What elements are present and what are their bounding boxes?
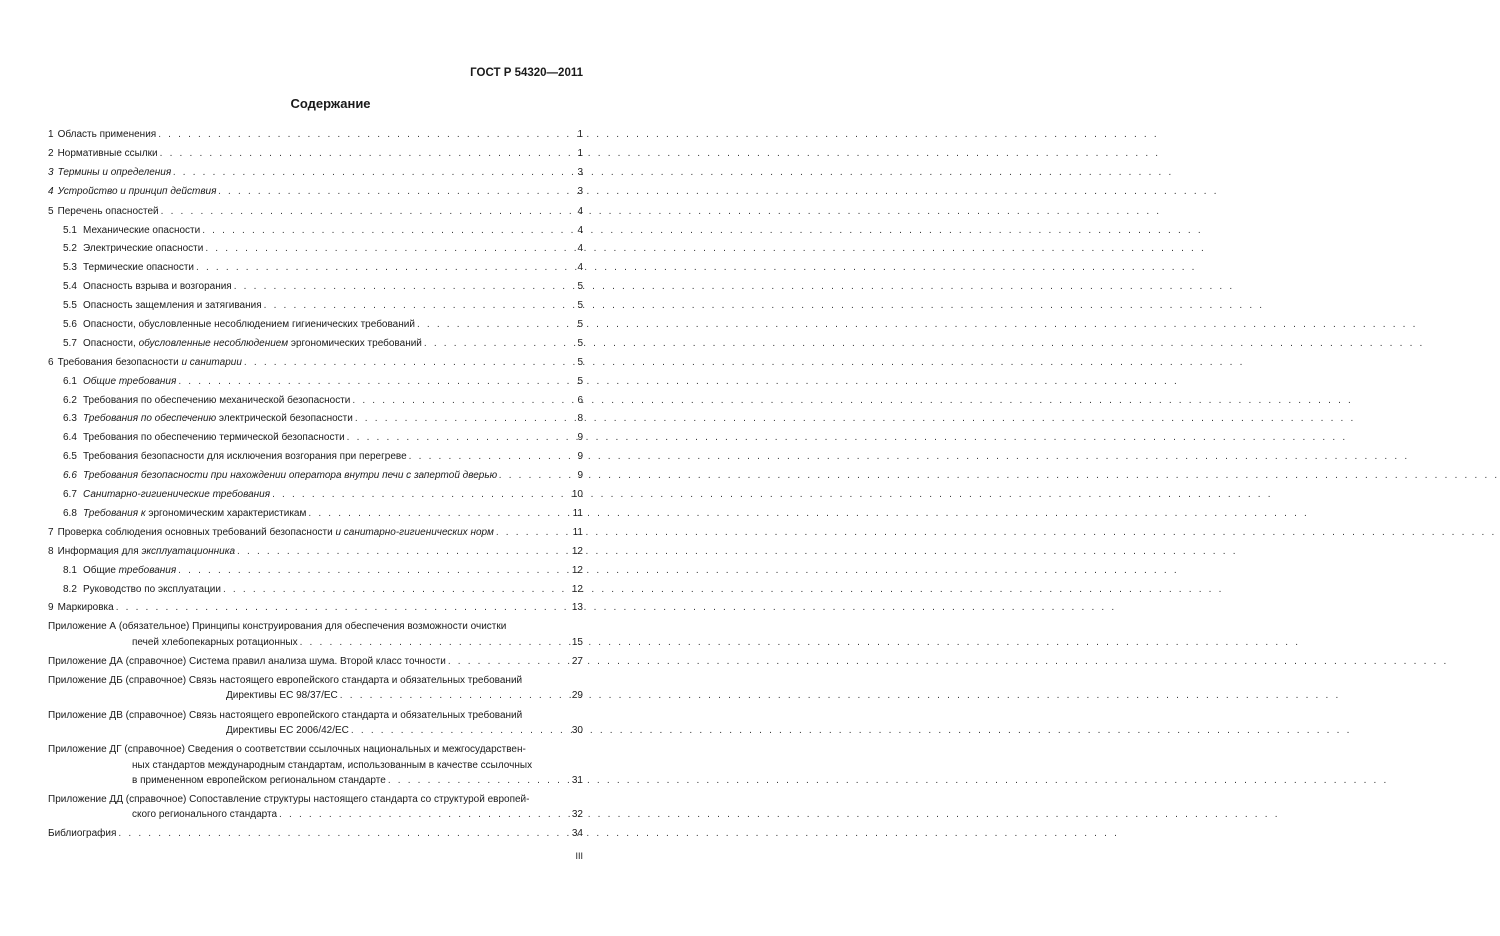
toc-page: 3 xyxy=(577,167,583,178)
leader-dots xyxy=(160,147,569,161)
toc-entry-5-4[interactable] xyxy=(63,280,583,294)
leader-dots xyxy=(264,299,569,313)
toc-text: Термины и определения xyxy=(57,167,172,178)
leader-dots xyxy=(116,601,569,615)
toc-text-italic: Требования к xyxy=(83,508,146,519)
toc-page: 12 xyxy=(571,546,583,557)
toc-text: Область применения xyxy=(57,129,157,140)
annex-text: Приложение ДБ (справочное) Связь настоящего европейского стандарта и обязательных требований xyxy=(48,675,523,686)
annex-dg-line3[interactable] xyxy=(132,774,583,788)
toc-page: 6 xyxy=(577,395,583,406)
toc-num: 9 xyxy=(48,602,54,613)
toc-page: 4 xyxy=(577,262,583,273)
toc-text-italic: Требования по обеспечению xyxy=(83,413,217,424)
toc-text: Требования по обеспечению механической безопасности xyxy=(83,395,351,406)
toc-num: 6.8 xyxy=(63,508,77,519)
toc-entry-5-6[interactable] xyxy=(63,318,583,332)
toc-num: 2 xyxy=(48,148,54,159)
toc-entry-8-1[interactable] xyxy=(63,564,583,578)
toc-page: 5 xyxy=(577,319,583,330)
toc-page: 11 xyxy=(572,508,583,519)
toc-text: Механические опасности xyxy=(83,225,201,236)
leader-dots xyxy=(218,185,569,199)
toc-text xyxy=(58,356,242,370)
toc-page: 8 xyxy=(577,413,583,424)
annex-page: 32 xyxy=(571,809,583,820)
toc-entry-4[interactable] xyxy=(48,185,583,199)
toc-page: 9 xyxy=(577,451,583,462)
standard-number: ГОСТ Р 54320—2011 xyxy=(470,67,583,79)
annex-page: 31 xyxy=(571,775,583,786)
toc-text: Термические опасности xyxy=(83,262,194,273)
annex-a-line2[interactable] xyxy=(132,636,583,650)
toc-page: 3 xyxy=(577,186,583,197)
toc-page: 9 xyxy=(577,470,583,481)
toc-entry-5-3[interactable] xyxy=(63,261,583,275)
page-number: III xyxy=(575,851,583,861)
toc-entry-7[interactable] xyxy=(48,526,583,540)
annex-text: Директивы ЕС 98/37/ЕС xyxy=(226,690,338,701)
toc-entry-5-5[interactable] xyxy=(63,299,583,313)
toc-num: 5.1 xyxy=(63,225,77,236)
toc-text xyxy=(83,488,270,502)
toc-entry-6-8[interactable] xyxy=(63,507,583,521)
toc-num: 6.7 xyxy=(63,489,77,500)
toc-text: Опасность защемления и затягивания xyxy=(83,300,262,311)
leader-dots xyxy=(499,469,569,483)
annex-text: Приложение ДВ (справочное) Связь настоящего европейского стандарта и обязательных требований xyxy=(48,710,523,721)
toc-text-part: электрической безопасности xyxy=(216,413,353,424)
toc-entry-5-1[interactable] xyxy=(63,224,583,238)
toc-entry-6-3[interactable] xyxy=(63,412,583,426)
annex-page: 34 xyxy=(571,828,583,839)
toc-text-part: эргономическим характеристикам xyxy=(145,508,307,519)
annex-text: в примененном европейском региональном стандарте xyxy=(132,775,386,786)
toc-text-part: эргономических требований xyxy=(288,338,422,349)
toc-entry-6[interactable] xyxy=(48,356,583,370)
toc-num: 5 xyxy=(48,206,54,217)
toc-entry-6-1[interactable] xyxy=(63,375,583,389)
annex-da[interactable] xyxy=(48,655,583,669)
leader-dots xyxy=(300,636,569,650)
toc-num: 5.7 xyxy=(63,338,77,349)
toc-text-italic: Санитарно-гигиенические xyxy=(83,489,213,500)
annex-text: Приложение ДГ (справочное) Сведения о соответствии ссылочных национальных и межгосударствен- xyxy=(48,744,526,755)
toc-num: 5.6 xyxy=(63,319,77,330)
toc-page: 5 xyxy=(577,357,583,368)
leader-dots xyxy=(347,431,569,445)
toc-entry-5-2[interactable] xyxy=(63,242,583,256)
toc-text: Опасность взрыва и возгорания xyxy=(83,281,232,292)
toc-num: 6.6 xyxy=(63,470,77,481)
toc-page: 4 xyxy=(577,225,583,236)
toc-text: Требования безопасности при нахождении оператора внутри печи с запертой дверью xyxy=(83,470,498,481)
toc-num: 6.3 xyxy=(63,413,77,424)
toc-num: 4 xyxy=(48,186,54,197)
annex-dv-line2[interactable] xyxy=(226,724,583,738)
toc-page: 9 xyxy=(577,432,583,443)
annex-text: Приложение ДА (справочное) Система правил анализа шума. Второй класс точности xyxy=(48,656,446,667)
leader-dots xyxy=(244,356,569,370)
toc-page: 12 xyxy=(571,584,583,595)
leader-dots xyxy=(202,224,569,238)
toc-text: Опасности, обусловленные несоблюдением гигиенических требований xyxy=(83,319,415,330)
toc-num: 5.4 xyxy=(63,281,77,292)
toc-num: 6.4 xyxy=(63,432,77,443)
toc-page: 5 xyxy=(577,338,583,349)
toc-text: Требования по обеспечению термической безопасности xyxy=(83,432,345,443)
toc-num: 5.2 xyxy=(63,243,77,254)
page-title: Содержание xyxy=(290,96,371,111)
toc-text: Электрические опасности xyxy=(83,243,204,254)
toc-text: Требования безопасности для исключения возгорания при перегреве xyxy=(83,451,407,462)
toc-page: 11 xyxy=(572,527,583,538)
annex-page: 29 xyxy=(571,690,583,701)
leader-dots xyxy=(355,412,569,426)
annex-text: ных стандартов международным стандартам, использованным в качестве ссылочных xyxy=(132,760,533,771)
toc-num: 8 xyxy=(48,546,54,557)
annex-a-line1[interactable] xyxy=(48,620,583,634)
toc-text xyxy=(83,412,353,426)
toc-page: 1 xyxy=(577,148,583,159)
annex-dg-line1[interactable] xyxy=(48,743,583,757)
toc-text xyxy=(83,507,306,521)
toc-text-part: Проверка соблюдения основных требований безопасности xyxy=(57,527,336,538)
toc-text-italic: требования xyxy=(212,489,271,500)
annex-page: 30 xyxy=(571,725,583,736)
toc-text xyxy=(58,545,235,559)
toc-text: Устройство и принцип действия xyxy=(57,186,217,197)
toc-entry-6-6[interactable] xyxy=(63,469,583,483)
leader-dots xyxy=(178,375,569,389)
toc-entry-3[interactable] xyxy=(48,166,583,180)
toc-page: 5 xyxy=(577,376,583,387)
annex-text: печей хлебопекарных ротационных xyxy=(132,637,298,648)
annex-page: 27 xyxy=(571,656,583,667)
leader-dots xyxy=(161,205,569,219)
toc-entry-5[interactable] xyxy=(48,205,583,219)
toc-entry-6-5[interactable] xyxy=(63,450,583,464)
toc-num: 5.3 xyxy=(63,262,77,273)
leader-dots xyxy=(196,261,569,275)
toc-page: 13 xyxy=(571,602,583,613)
toc-text-part: Требования безопасности xyxy=(57,357,182,368)
toc-text-italic: обусловленные несоблюдением xyxy=(138,338,289,349)
toc-text-italic: и санитарно-гигиенических норм xyxy=(335,527,494,538)
leader-dots xyxy=(223,583,569,597)
toc-text: Руководство по эксплуатации xyxy=(83,584,221,595)
toc-text: Общие требования xyxy=(83,376,177,387)
toc-entry-9[interactable] xyxy=(48,601,583,615)
toc-num: 6.1 xyxy=(63,376,77,387)
annex-dd-line2[interactable] xyxy=(132,808,583,822)
leader-dots xyxy=(173,166,569,180)
leader-dots xyxy=(234,280,569,294)
toc-entry-8-2[interactable] xyxy=(63,583,583,597)
leader-dots xyxy=(340,689,569,703)
toc-text-italic: требования xyxy=(118,565,177,576)
annex-text: Приложение А (обязательное) Принципы конструирования для обеспечения возможности очистки xyxy=(48,621,507,632)
toc-text xyxy=(83,564,176,578)
toc-num: 6.5 xyxy=(63,451,77,462)
leader-dots xyxy=(424,337,569,351)
toc-text: Нормативные ссылки xyxy=(57,148,158,159)
annex-text: Приложение ДД (справочное) Сопоставление структуры настоящего стандарта со структурой европей- xyxy=(48,794,530,805)
leader-dots xyxy=(352,394,569,408)
leader-dots xyxy=(272,488,569,502)
leader-dots xyxy=(158,128,569,142)
toc-page: 10 xyxy=(571,489,583,500)
toc-page: 4 xyxy=(577,206,583,217)
toc-text-part: Информация для xyxy=(57,546,142,557)
toc-num: 5.5 xyxy=(63,300,77,311)
leader-dots xyxy=(205,242,569,256)
leader-dots xyxy=(308,507,569,521)
toc-text-italic: и санитарии xyxy=(181,357,242,368)
annex-dd-line1[interactable] xyxy=(48,793,583,807)
toc-page: 5 xyxy=(577,300,583,311)
annex-db-line1[interactable] xyxy=(48,674,583,688)
leader-dots xyxy=(237,545,569,559)
toc-num: 7 xyxy=(48,527,54,538)
toc-num: 6.2 xyxy=(63,395,77,406)
toc-page: 4 xyxy=(577,243,583,254)
leader-dots xyxy=(178,564,569,578)
annex-db-line2[interactable] xyxy=(226,689,583,703)
leader-dots xyxy=(279,808,569,822)
toc-num: 8.2 xyxy=(63,584,77,595)
annex-dg-line2[interactable] xyxy=(132,759,583,773)
leader-dots xyxy=(351,724,569,738)
annex-text: ского регионального стандарта xyxy=(132,809,278,820)
bibliography-entry[interactable] xyxy=(48,827,583,841)
annex-text: Директивы ЕС 2006/42/ЕС xyxy=(226,725,349,736)
toc-text-italic: эксплуатационника xyxy=(141,546,236,557)
annex-page: 15 xyxy=(571,637,583,648)
toc-num: 3 xyxy=(48,167,54,178)
toc-text-part: Опасности, xyxy=(83,338,139,349)
toc-page: 5 xyxy=(577,281,583,292)
toc-entry-1[interactable] xyxy=(48,128,583,142)
toc-entry-6-7[interactable] xyxy=(63,488,583,502)
toc-text: Маркировка xyxy=(57,602,114,613)
toc-entry-8[interactable] xyxy=(48,545,583,559)
toc-entry-6-4[interactable] xyxy=(63,431,583,445)
toc-entry-5-7[interactable] xyxy=(63,337,583,351)
toc-entry-6-2[interactable] xyxy=(63,394,583,408)
leader-dots xyxy=(118,827,569,841)
toc-text-part: Общие xyxy=(83,565,119,576)
toc-text: Перечень опасностей xyxy=(57,206,159,217)
leader-dots xyxy=(496,526,569,540)
toc-page: 12 xyxy=(571,565,583,576)
toc-num: 8.1 xyxy=(63,565,77,576)
toc-text xyxy=(58,526,494,540)
toc-entry-2[interactable] xyxy=(48,147,583,161)
leader-dots xyxy=(448,655,569,669)
annex-text: Библиография xyxy=(48,828,117,839)
toc-num: 1 xyxy=(48,129,54,140)
toc-num: 6 xyxy=(48,357,54,368)
toc-page: 1 xyxy=(577,129,583,140)
leader-dots xyxy=(388,774,569,788)
leader-dots xyxy=(417,318,569,332)
document-page xyxy=(0,0,661,936)
toc-text xyxy=(83,337,422,351)
annex-dv-line1[interactable] xyxy=(48,709,583,723)
leader-dots xyxy=(409,450,569,464)
